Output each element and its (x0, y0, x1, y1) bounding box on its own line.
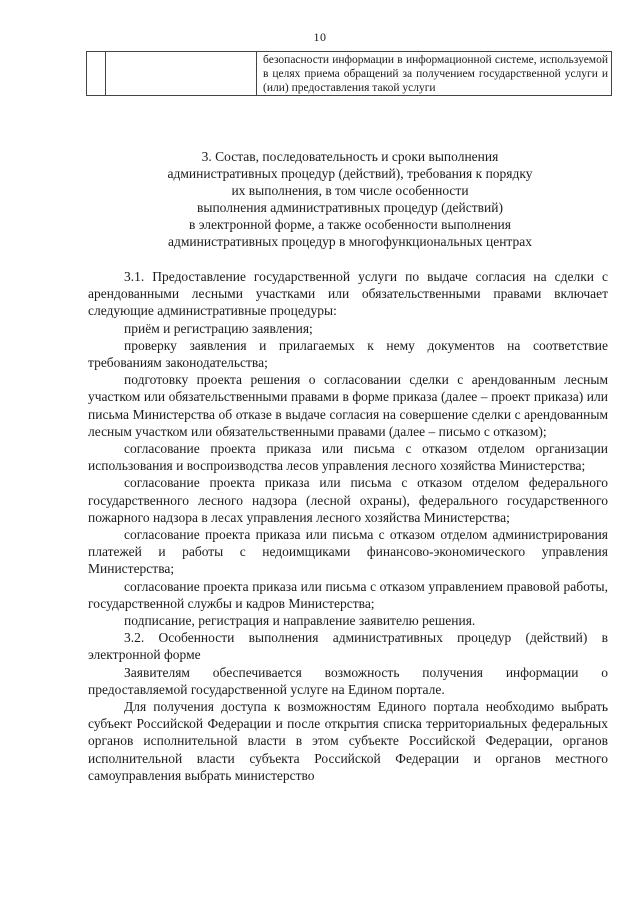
section-title-line: в электронной форме, а также особенности выполнения (189, 217, 511, 232)
body-text (88, 268, 608, 784)
table-cell-text: безопасности информации в информационной системе, используемой в целях приема обращений за получением государственной услуги и (или) предоставления такой услуги (257, 52, 612, 96)
table-cell-number (87, 52, 106, 96)
paragraph: согласование проекта приказа или письма с отказом отделом администрирования платежей и работы с недоимщиками финансово-экономического управления Министерства; (88, 527, 608, 577)
paragraph: согласование проекта приказа или письма с отказом отделом федерального государственного лесного надзора (лесной охраны), федерального государственного пожарного надзора в лесах управления лесного хозяйства Министерства; (88, 475, 608, 525)
paragraph: приём и регистрацию заявления; (124, 320, 313, 336)
section-title-line: 3. Состав, последовательность и сроки выполнения (201, 149, 499, 164)
section-title-line: административных процедур в многофункциональных центрах (168, 234, 532, 249)
paragraph: согласование проекта приказа или письма с отказом управлением правовой работы, государственной службы и кадров Министерства; (88, 578, 608, 611)
continuation-table (86, 51, 612, 96)
table-cell-name (106, 52, 257, 96)
paragraph: 3.2. Особенности выполнения административных процедур (действий) в электронной форме (88, 630, 608, 663)
section-title-line: выполнения административных процедур (действий) (197, 200, 503, 215)
paragraph: согласование проекта приказа или письма с отказом отделом организации использования и воспроизводства лесов управления лесного хозяйства Министерства; (88, 441, 608, 474)
section-title-line: административных процедур (действий), требования к порядку (167, 166, 533, 181)
page-number: 10 (313, 30, 327, 44)
paragraph: Заявителям обеспечивается возможность получения информации о предоставляемой государственной услуге на Едином портале. (88, 664, 608, 697)
section-title (100, 148, 600, 250)
paragraph: проверку заявления и прилагаемых к нему документов на соответствие требованиям законодательства; (88, 337, 608, 371)
section-title-line: их выполнения, в том числе особенности (231, 183, 469, 198)
paragraph: подписание, регистрация и направление заявителю решения. (124, 613, 476, 629)
table-row (87, 52, 612, 96)
paragraph: Для получения доступа к возможностям Единого портала необходимо выбрать субъект Российской Федерации и после открытия списка территориальных федеральных органов исполнительной власти в этом субъекте Российской Федерации, органов исполнительной власти субъекта Российской Федерации и органов местного самоуправления выбрать министерство (88, 699, 608, 783)
paragraph: подготовку проекта решения о согласовании сделки с арендованным лесным участком или обязательственными правами в форме приказа (далее – проект приказа) или письма Министерства об отказе в выдаче согласия на совершение сделки с арендованным лесным участком или обязательственными правами (далее – письмо с отказом); (88, 372, 608, 439)
paragraph: 3.1. Предоставление государственной услуги по выдаче согласия на сделки с арендованными лесными участками или обязательственными правами включает следующие административные процедуры: (88, 269, 608, 319)
